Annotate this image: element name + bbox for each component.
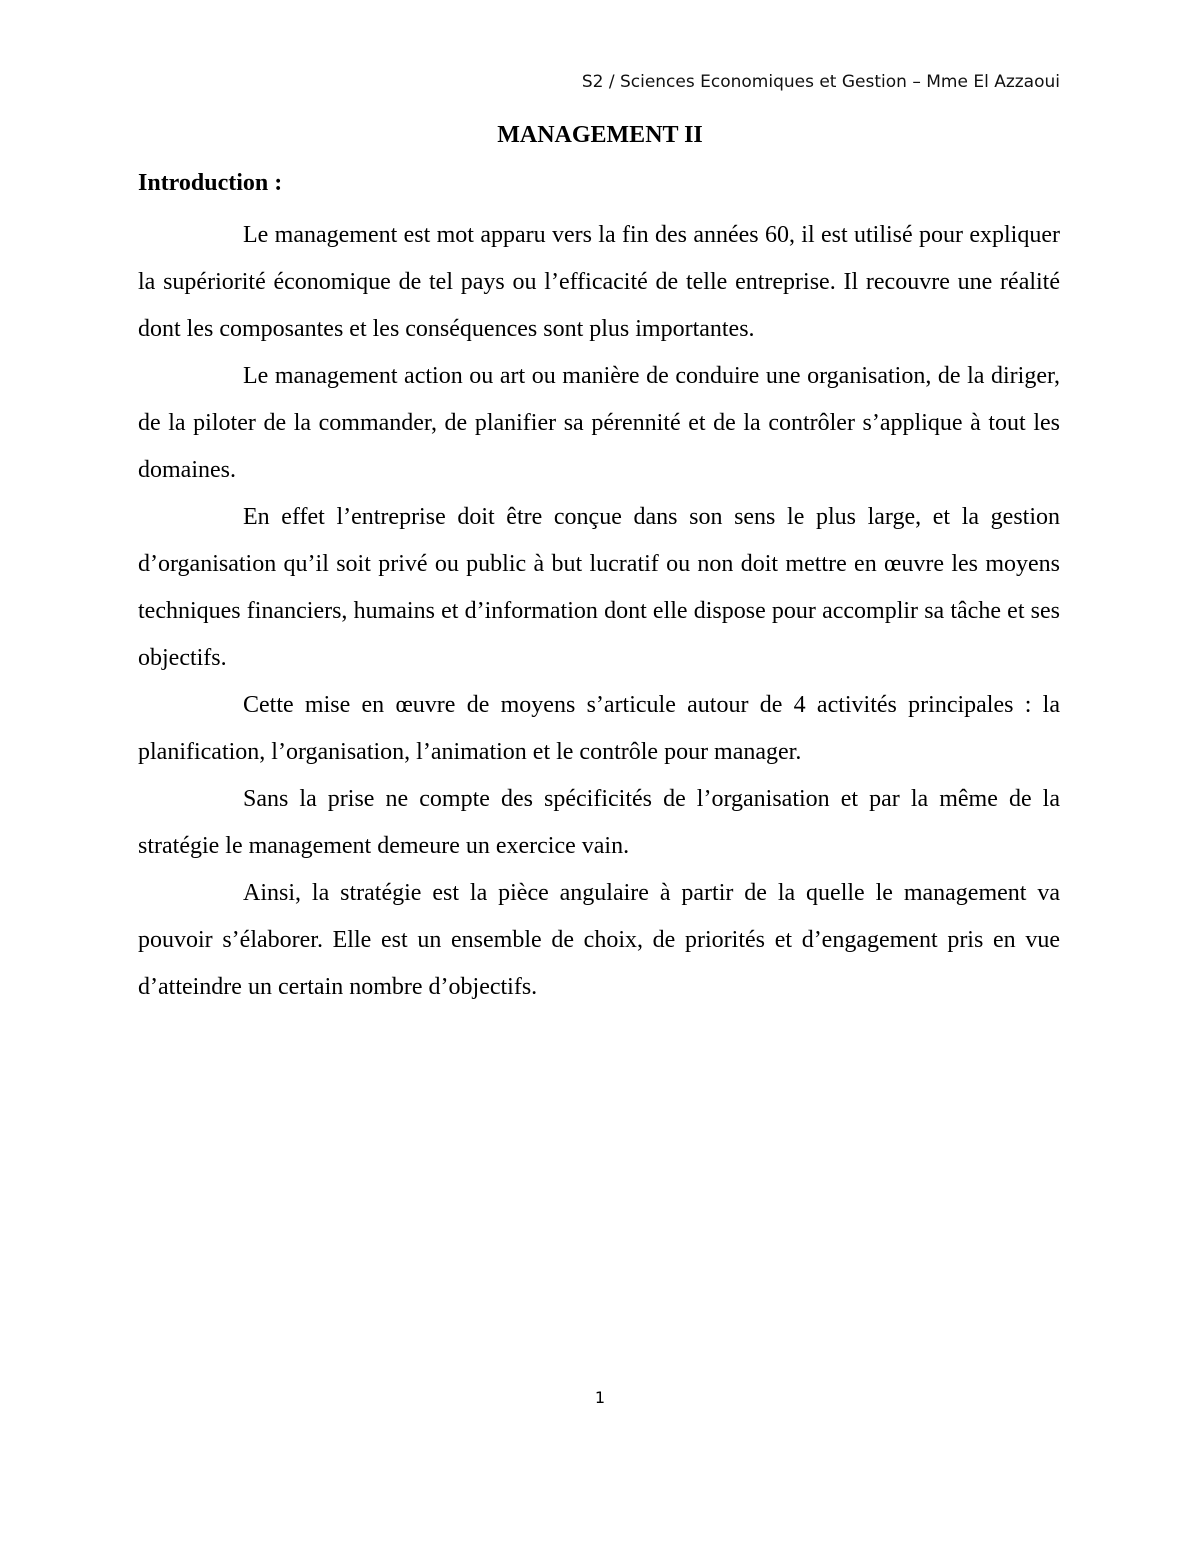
paragraph-4: Cette mise en œuvre de moyens s’articule autour de 4 activités principales : la planification, l’organisation, l’animation et le contrôle pour manager. — [138, 692, 1060, 765]
paragraph-2: Le management action ou art ou manière de conduire une organisation, de la diriger, de la piloter de la commander, de planifier sa pérennité et de la contrôler s’applique à tout les domaines. — [138, 363, 1060, 483]
paragraph-6: Ainsi, la stratégie est la pièce angulaire à partir de la quelle le management va pouvoir s’élaborer. Elle est un ensemble de choix, de priorités et d’engagement pris en vue d’atteindre un certain nombre d’objectifs. — [138, 880, 1060, 1000]
paragraph-5: Sans la prise ne compte des spécificités de l’organisation et par la même de la stratégie le management demeure un exercice vain. — [138, 786, 1060, 859]
document-title: MANAGEMENT II — [497, 122, 703, 148]
paragraph-3: En effet l’entreprise doit être conçue dans son sens le plus large, et la gestion d’organisation qu’il soit privé ou public à but lucratif ou non doit mettre en œuvre les moyens techniques financiers, humains et d’information dont elle dispose pour accomplir sa tâche et ses objectifs. — [138, 504, 1060, 671]
section-heading: Introduction : — [138, 170, 283, 196]
page-number: 1 — [594, 1388, 606, 1407]
paragraph-1: Le management est mot apparu vers la fin des années 60, il est utilisé pour expliquer la supériorité économique de tel pays ou l’efficacité de telle entreprise. Il recouvre une réalité dont les composantes et les conséquences sont plus importantes. — [138, 222, 1060, 342]
body-text — [138, 212, 1060, 1011]
running-header: S2 / Sciences Economiques et Gestion – Mme El Azzaoui — [581, 72, 1060, 92]
